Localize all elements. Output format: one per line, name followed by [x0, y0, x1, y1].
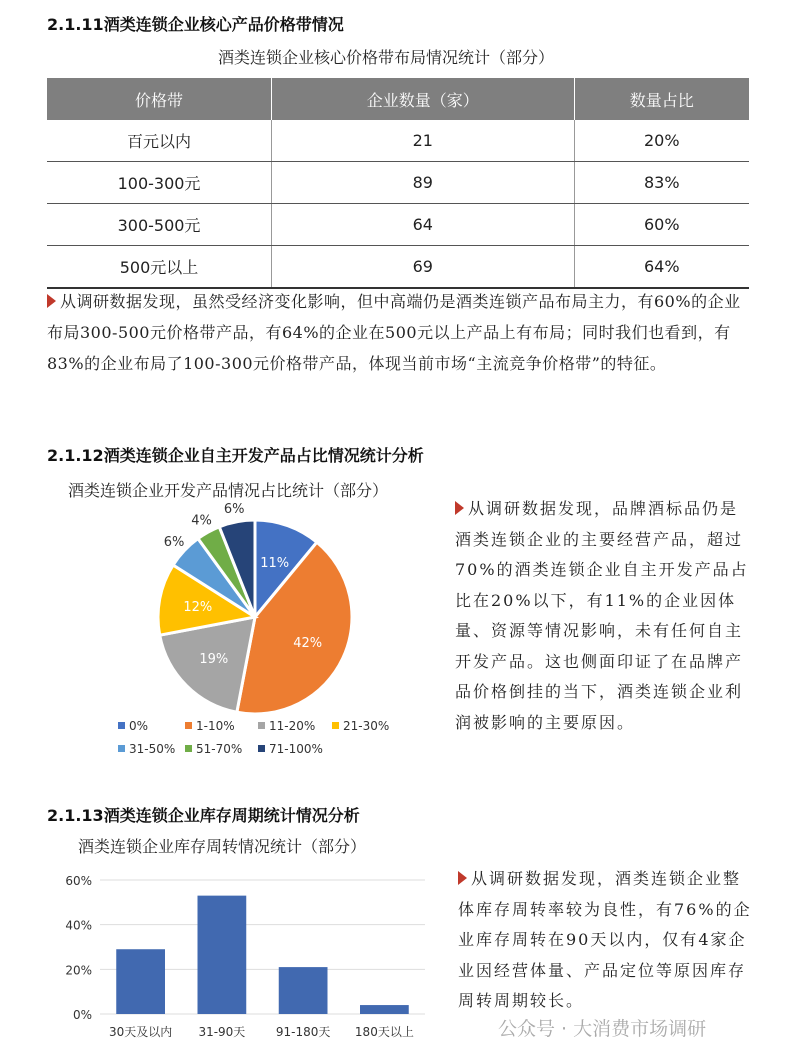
- table-caption: 酒类连锁企业核心价格带布局情况统计（部分）: [218, 48, 555, 67]
- arrow-bullet-icon: [455, 501, 464, 515]
- table-cell: 89: [272, 162, 575, 204]
- table-cell: 300-500元: [47, 204, 272, 246]
- data-label: 42%: [293, 635, 323, 651]
- table-cell: 21: [272, 120, 575, 162]
- table-cell: 百元以内: [47, 120, 272, 162]
- paragraph-text: 从调研数据发现，品牌酒标品仍是酒类连锁企业的主要经营产品，超过70%的酒类连锁企业自主开发产品占比在20%以下，有11%的企业因体量、资源等情况影响，未有任何自主开发产品。这也侧面印证了在品牌产品价格倒挂的当下，酒类连锁企业利润被影响的主要原因。: [455, 499, 749, 732]
- data-label: 4%: [191, 513, 212, 529]
- legend-label: 51-70%: [196, 742, 243, 756]
- table-cell: 500元以上: [47, 246, 272, 289]
- legend-label: 21-30%: [343, 719, 390, 733]
- pie-chart: [60, 500, 440, 770]
- x-tick-label: 91-180天: [275, 1025, 331, 1039]
- price-band-table: [47, 78, 749, 289]
- legend-label: 71-100%: [269, 742, 323, 756]
- legend-swatch: [118, 722, 125, 729]
- legend-label: 1-10%: [196, 719, 235, 733]
- paragraph-text: 从调研数据发现，酒类连锁企业整体库存周转率较为良性，有76%的企业库存周转在90天以内，仅有4家企业因经营体量、产品定位等原因库存周转周期较长。: [458, 869, 752, 1010]
- table-cell: 64: [272, 204, 575, 246]
- bar: [198, 896, 247, 1014]
- legend-swatch: [118, 745, 125, 752]
- legend-label: 11-20%: [269, 719, 316, 733]
- data-label: 6%: [223, 501, 245, 517]
- bar-chart: [60, 860, 440, 1057]
- table-row: [47, 246, 749, 289]
- table-cell: 100-300元: [47, 162, 272, 204]
- table-cell: 60%: [574, 204, 749, 246]
- x-tick-label: 180天以上: [354, 1025, 414, 1039]
- section-heading: 2.1.13酒类连锁企业库存周期统计情况分析: [47, 806, 360, 825]
- chart-title: 酒类连锁企业开发产品情况占比统计（部分）: [68, 481, 389, 500]
- table-cell: 20%: [574, 120, 749, 162]
- y-tick-label: 20%: [65, 963, 92, 978]
- y-tick-label: 40%: [65, 918, 92, 933]
- table-cell: 83%: [574, 162, 749, 204]
- data-label: 19%: [199, 652, 229, 668]
- watermark: 公众号 · 大消费市场调研: [498, 1018, 707, 1040]
- legend-swatch: [332, 722, 339, 729]
- y-tick-label: 0%: [72, 1008, 92, 1022]
- bar: [279, 967, 328, 1014]
- table-row: [47, 204, 749, 246]
- section-heading: 2.1.11酒类连锁企业核心产品价格带情况: [47, 15, 344, 34]
- bar: [116, 949, 165, 1014]
- arrow-bullet-icon: [458, 871, 467, 885]
- paragraph: [47, 286, 752, 379]
- arrow-bullet-icon: [47, 294, 56, 308]
- y-tick-label: 60%: [65, 874, 92, 888]
- table-row: [47, 162, 749, 204]
- table-cell: 69: [272, 246, 575, 289]
- legend-swatch: [258, 722, 265, 729]
- legend-swatch: [185, 745, 192, 752]
- column-header: 数量占比: [574, 78, 749, 120]
- section-heading: 2.1.12酒类连锁企业自主开发产品占比情况统计分析: [47, 446, 424, 465]
- legend-label: 0%: [129, 719, 149, 733]
- legend-swatch: [258, 745, 265, 752]
- x-tick-label: 30天及以内: [108, 1025, 173, 1039]
- paragraph: [455, 494, 753, 738]
- legend-swatch: [185, 722, 192, 729]
- data-label: 6%: [163, 535, 185, 551]
- data-label: 12%: [183, 600, 213, 616]
- table-row: [47, 120, 749, 162]
- data-label: 11%: [260, 556, 290, 572]
- chart-title: 酒类连锁企业库存周转情况统计（部分）: [78, 837, 367, 856]
- table-cell: 64%: [574, 246, 749, 289]
- column-header: 企业数量（家）: [272, 78, 575, 120]
- paragraph: [458, 864, 756, 1017]
- paragraph-text: 从调研数据发现，虽然受经济变化影响，但中高端仍是酒类连锁产品布局主力，有60%的企业布局300-500元价格带产品，有64%的企业在500元以上产品上有布局；同时我们也看到，有83%的企业布局了100-300元价格带产品，体现当前市场“主流竞争价格带”的特征。: [47, 292, 741, 373]
- column-header: 价格带: [47, 78, 272, 120]
- legend-label: 31-50%: [129, 742, 176, 756]
- bar: [360, 1005, 409, 1014]
- x-tick-label: 31-90天: [198, 1025, 246, 1039]
